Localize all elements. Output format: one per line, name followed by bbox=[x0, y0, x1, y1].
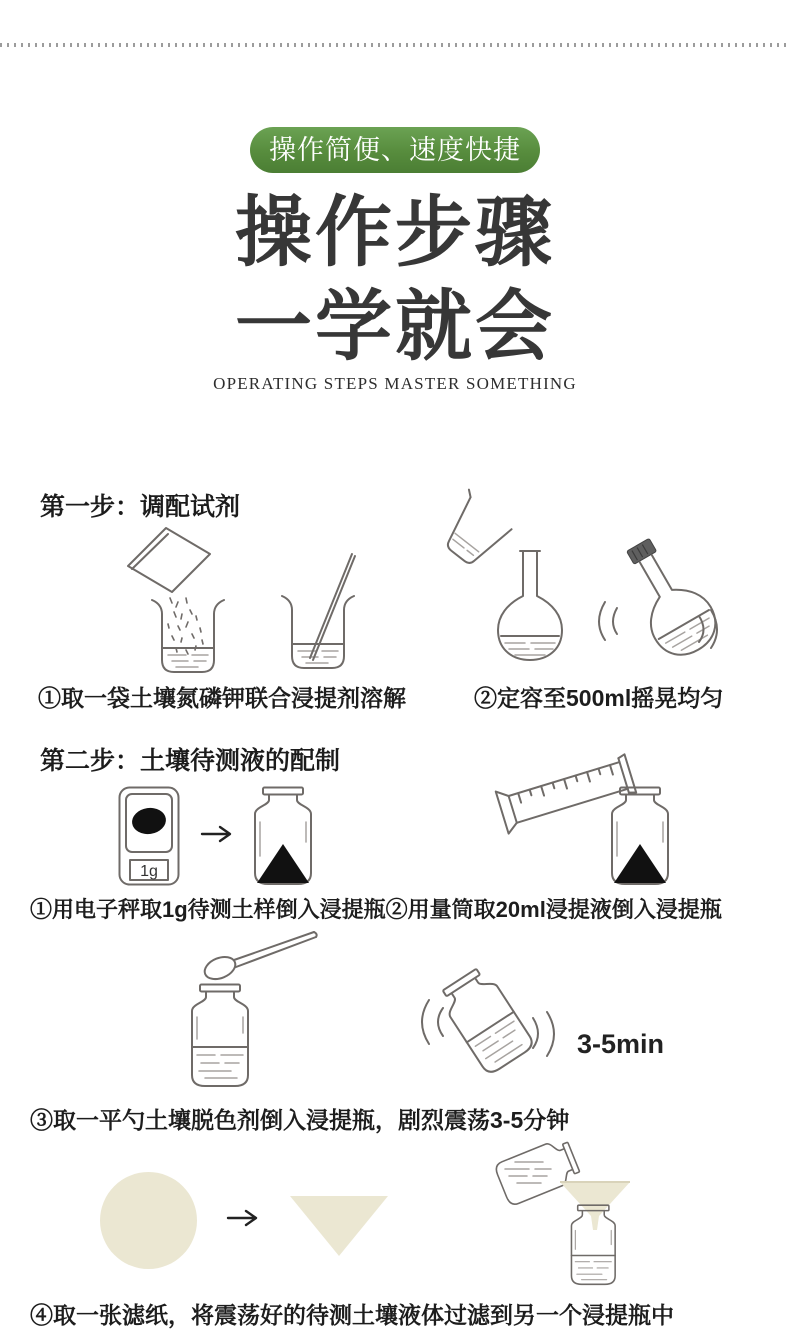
extraction-bottle-liquid-icon bbox=[185, 983, 255, 1088]
shaking-flask-icon bbox=[575, 540, 740, 682]
step2-caption-1: ①用电子秤取1g待测土样倒入浸提瓶②用量筒取20ml浸提液倒入浸提瓶 bbox=[30, 897, 722, 922]
feature-badge bbox=[250, 127, 540, 173]
step2-heading: 第二步：土壤待测液的配制 bbox=[40, 747, 341, 775]
filter-pouring-icon bbox=[475, 1142, 665, 1292]
feature-badge-label: 操作简便、速度快捷 bbox=[269, 135, 521, 165]
extraction-bottle-soil-icon bbox=[248, 786, 318, 886]
page-title bbox=[0, 186, 790, 374]
page-title-line2: 一学就会 bbox=[235, 284, 555, 370]
extraction-bottle-soil-icon bbox=[605, 786, 675, 886]
powder-packet-beaker-icon bbox=[112, 524, 242, 676]
dotted-divider bbox=[0, 43, 790, 47]
step2-caption-2: ③取一平勺土壤脱色剂倒入浸提瓶，剧烈震荡3-5分钟 bbox=[30, 1107, 570, 1133]
page-subtitle: OPERATING STEPS MASTER SOMETHING bbox=[213, 374, 577, 393]
step2-caption-3: ④取一张滤纸，将震荡好的待测土壤液体过滤到另一个浸提瓶中 bbox=[30, 1302, 674, 1328]
filter-paper-circle bbox=[100, 1172, 197, 1269]
stirring-beaker-icon bbox=[276, 552, 386, 674]
shaking-bottle-icon bbox=[405, 948, 570, 1096]
electronic-scale-icon bbox=[118, 786, 180, 886]
shake-duration-label: 3-5min bbox=[577, 1029, 665, 1059]
page-title-line1: 操作步骤 bbox=[235, 190, 555, 276]
spoon-icon bbox=[200, 928, 320, 983]
arrow-right-icon bbox=[226, 1208, 260, 1228]
folded-filter-triangle bbox=[290, 1196, 388, 1256]
arrow-right-icon bbox=[200, 824, 234, 844]
step1-heading: 第一步：调配试剂 bbox=[40, 493, 241, 521]
scale-readout: 1g bbox=[140, 863, 158, 880]
step1-caption-1: ①取一袋土壤氮磷钾联合浸提剂溶解 bbox=[38, 685, 406, 711]
step1-caption-2: ②定容至500ml摇晃均匀 bbox=[474, 685, 724, 711]
